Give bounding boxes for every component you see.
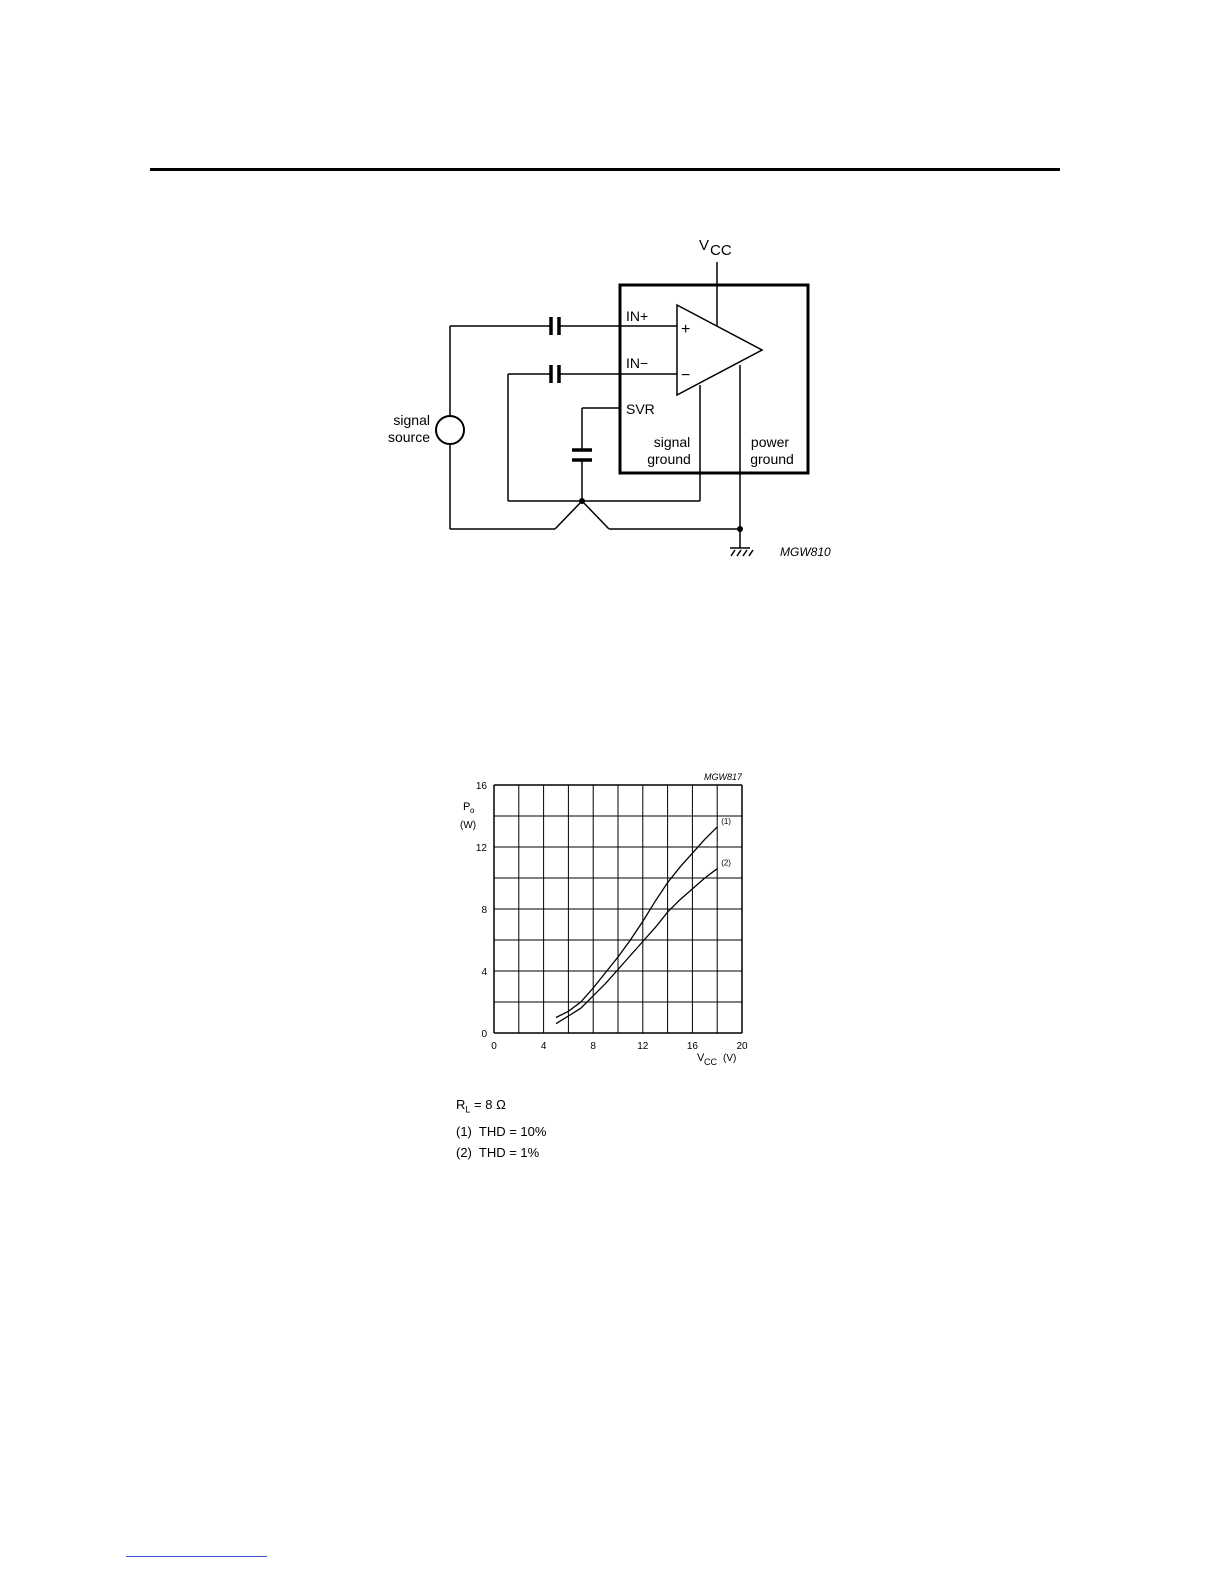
x-tick-label: 8 [590,1041,596,1052]
chart-reference: MGW817 [703,772,742,782]
y-tick-label: 8 [481,905,487,916]
chart-grid [494,785,742,1033]
vcc-label-subscript: CC [710,242,732,259]
signal-source-label-1: signal [393,412,430,428]
series-line-1 [556,827,717,1018]
series-line-2 [556,869,717,1024]
svr-label: SVR [626,401,655,417]
series-label-2: (2) [721,858,731,868]
vcc-label: V [699,237,710,254]
minus-sign: − [681,367,691,384]
signal-ground-label-1: signal [653,434,691,450]
chart-tick-labels [476,781,748,1052]
y-tick-label: 4 [481,967,487,978]
x-tick-label: 12 [637,1041,649,1052]
signal-source-icon [436,416,464,444]
series-label-1: (1) [721,816,731,826]
footer-link-underline [126,1556,267,1557]
note-series-1: (1) THD = 10% [456,1123,547,1139]
y-axis-label-subscript: o [470,806,475,815]
x-axis-label-subscript: CC [704,1057,717,1067]
chart-notes [456,1094,546,1163]
x-axis-label: V [697,1052,705,1064]
x-tick-label: 20 [736,1041,748,1052]
in-minus-label: IN− [626,355,649,371]
y-axis-label: P [463,801,471,813]
in-plus-label: IN+ [626,308,649,324]
signal-source-label-2: source [387,429,430,445]
load-resistance-note: $R_L = 8$ Ω [456,1097,506,1115]
y-tick-label: 16 [475,781,487,792]
power-ground-label-2: ground [750,451,794,467]
y-tick-label: 0 [481,1029,487,1040]
power-ground-label-1: power [750,434,790,450]
schematic-reference: MGW810 [780,545,831,559]
x-axis-unit: (V) [723,1053,737,1064]
x-tick-label: 4 [540,1041,547,1052]
x-tick-label: 0 [491,1041,497,1052]
x-tick-label: 16 [686,1041,698,1052]
note-series-2: (2) THD = 1% [456,1144,540,1160]
y-tick-label: 12 [475,843,487,854]
y-axis-unit: (W) [460,820,477,831]
signal-ground-label-2: ground [647,451,691,467]
chart-series [556,817,731,1024]
plus-sign: + [681,321,691,338]
amplifier-schematic [0,0,1224,600]
